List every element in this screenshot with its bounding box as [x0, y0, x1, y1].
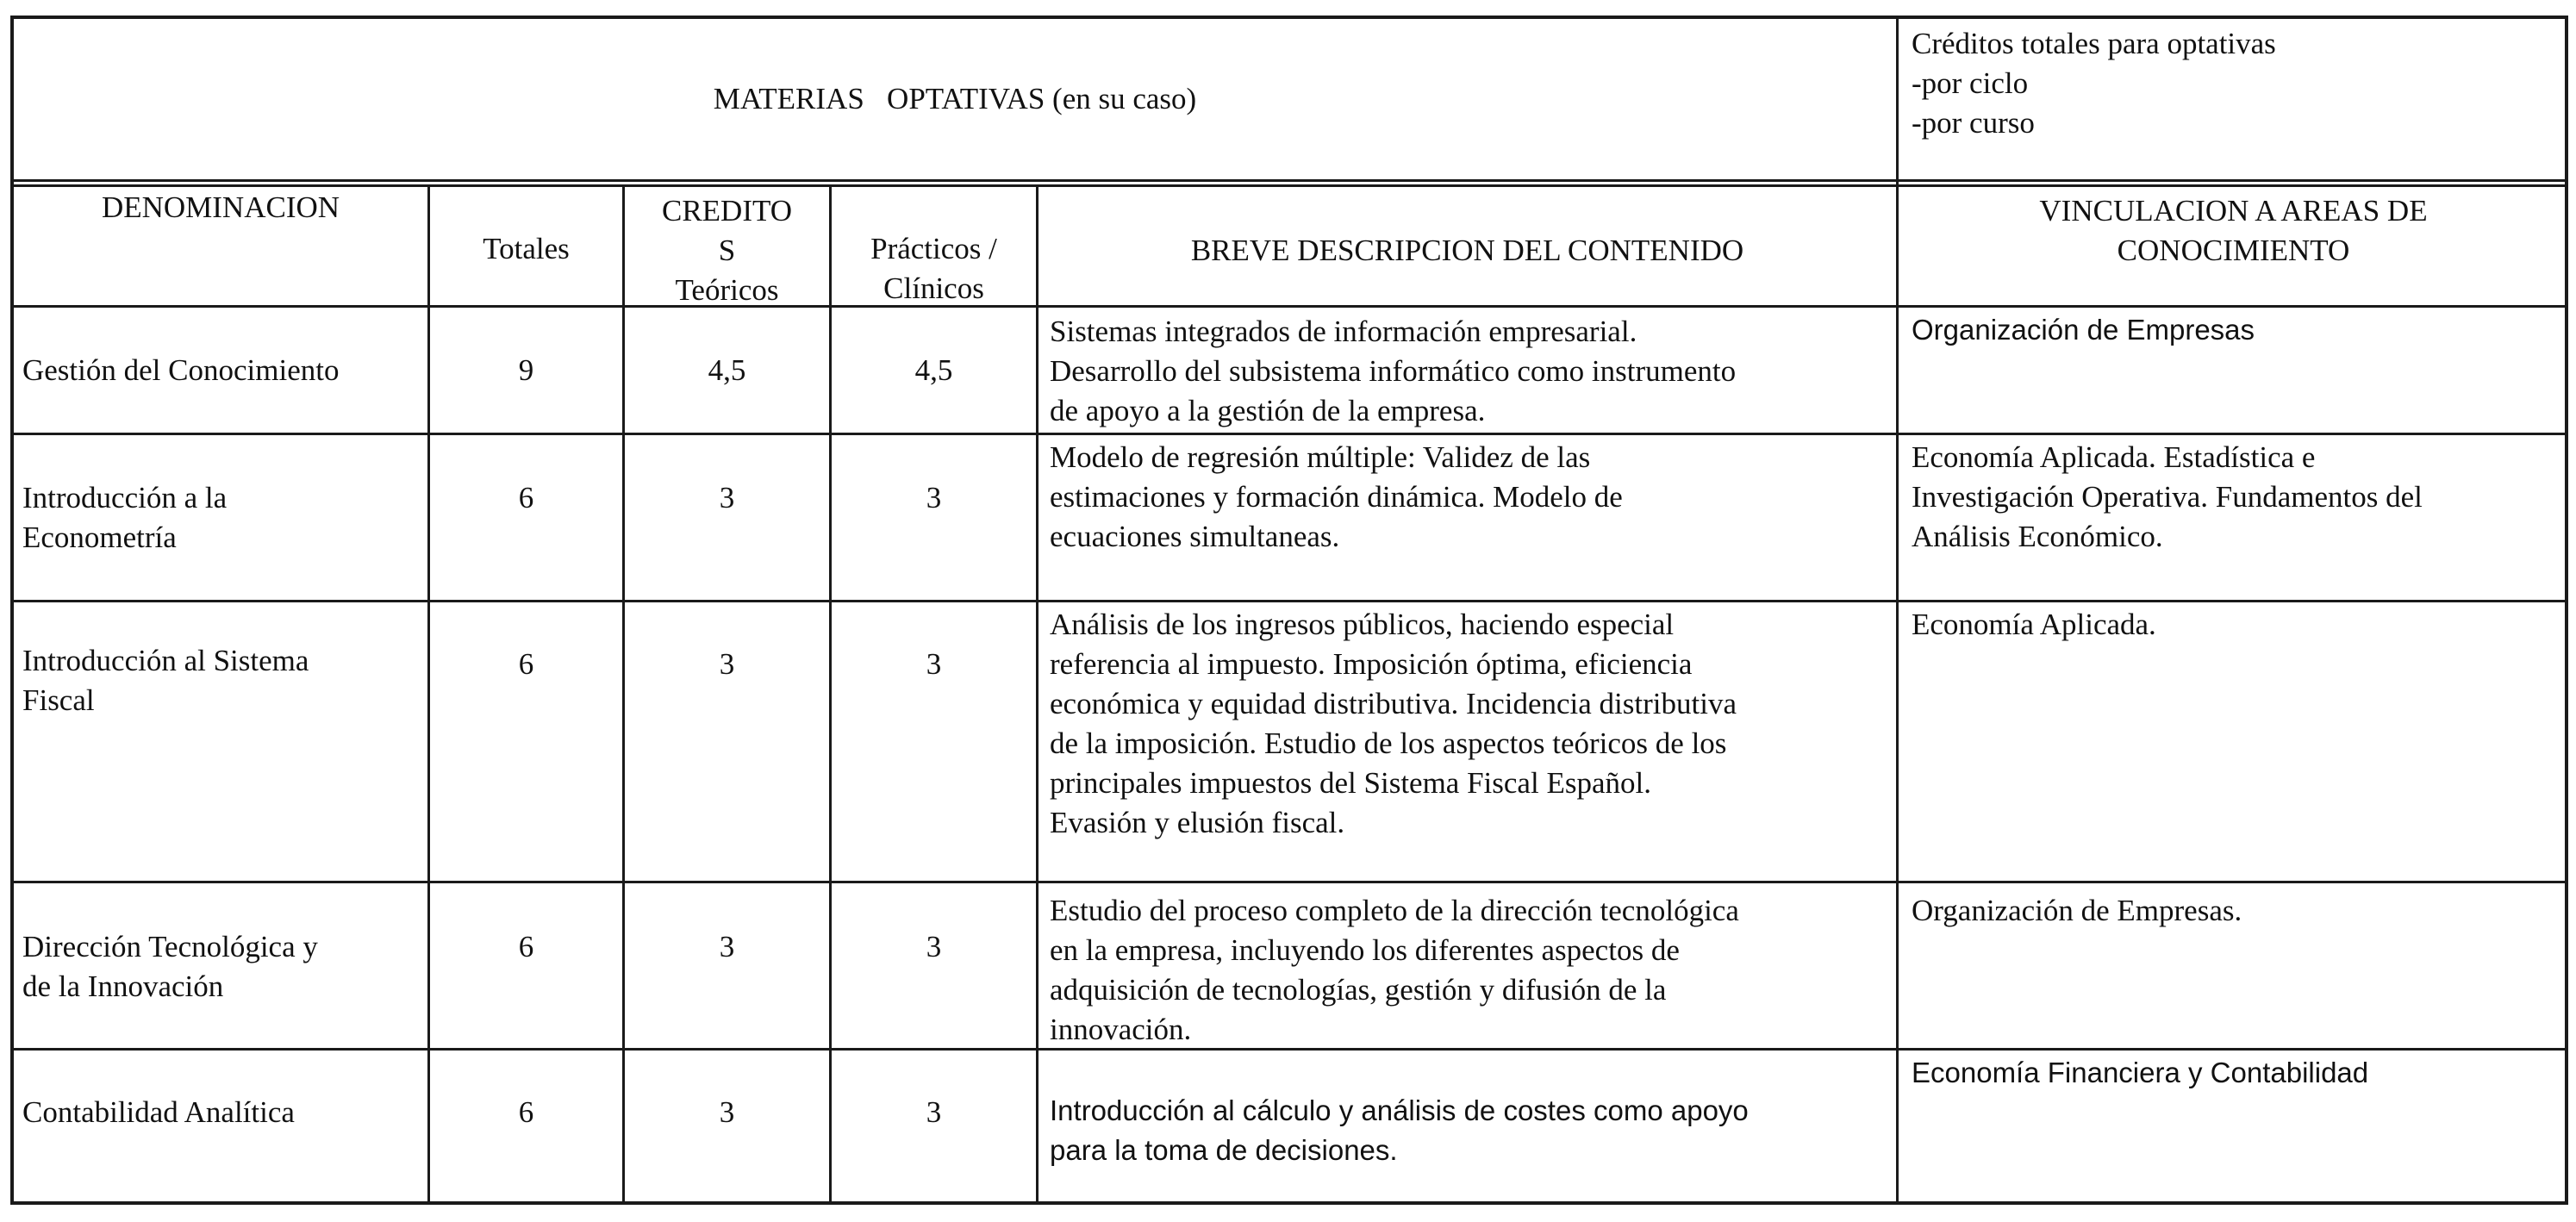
col-header-label: BREVE DESCRIPCION DEL CONTENIDO — [1190, 234, 1744, 267]
vinculacion-line: Análisis Económico. — [1912, 520, 2163, 553]
credits-box — [1912, 24, 2558, 143]
col-header-label: VINCULACION A AREAS DE — [2039, 194, 2428, 228]
credits-box-line: Créditos totales para optativas — [1912, 27, 2276, 60]
col-header-label: CONOCIMIENTO — [2117, 234, 2350, 267]
col-header-descripcion — [1039, 231, 1896, 271]
descripcion-line: Modelo de regresión múltiple: Validez de las — [1050, 440, 1591, 474]
row-value: 4,5 — [708, 352, 746, 387]
row-value: 6 — [518, 647, 534, 681]
descripcion-line: Estudio del proceso completo de la dirección tecnológica — [1050, 894, 1739, 927]
col-header-denominacion — [14, 188, 427, 228]
descripcion-line: ecuaciones simultaneas. — [1050, 520, 1340, 553]
row-practicos — [832, 435, 1036, 560]
descripcion-line: adquisición de tecnologías, gestión y difusión de la — [1050, 973, 1667, 1007]
row-value: 3 — [926, 1095, 942, 1129]
row-practicos — [832, 308, 1036, 433]
row-name: Gestión del Conocimiento — [22, 352, 340, 387]
header-divider — [10, 179, 2568, 182]
col-divider — [1036, 184, 1039, 1205]
row-vinculacion — [1912, 605, 2562, 645]
row-name: Dirección Tecnológica y — [22, 930, 318, 963]
row-name: Contabilidad Analítica — [22, 1095, 295, 1129]
vinculacion-line: Economía Aplicada. Estadística e — [1912, 440, 2316, 474]
row-teoricos — [625, 308, 829, 433]
col-header-totales — [430, 229, 622, 269]
row-value: 6 — [518, 1095, 534, 1129]
row-descripcion — [1050, 891, 1890, 1050]
descripcion-line: económica y equidad distributiva. Incidencia distributiva — [1050, 687, 1737, 720]
credits-box-line: -por ciclo — [1912, 66, 2029, 100]
col-header-label: Totales — [483, 232, 570, 265]
row-totales — [430, 435, 622, 560]
vinculacion-line: Economía Financiera y Contabilidad — [1912, 1057, 2369, 1088]
row-vinculacion — [1912, 310, 2562, 350]
col-header-practicos — [832, 229, 1036, 309]
row-value: 3 — [719, 480, 735, 514]
row-descripcion — [1050, 438, 1890, 557]
row-descripcion — [1050, 605, 1890, 843]
descripcion-line: de apoyo a la gestión de la empresa. — [1050, 394, 1486, 427]
row-divider — [10, 881, 2568, 883]
vinculacion-line: Organización de Empresas — [1912, 314, 2255, 346]
row-value: 3 — [926, 930, 942, 963]
row-value: 3 — [719, 647, 735, 681]
table-row-name — [22, 435, 427, 600]
row-name: Econometría — [22, 520, 177, 554]
table-row-name — [22, 927, 427, 1007]
col-header-vinculacion — [1899, 191, 2568, 271]
col-header-label: Prácticos / — [870, 232, 997, 265]
row-name: Fiscal — [22, 683, 95, 717]
vinculacion-line: Organización de Empresas. — [1912, 894, 2242, 927]
table-row-name — [22, 1093, 427, 1132]
descripcion-line: en la empresa, incluyendo los diferentes aspectos de — [1050, 933, 1680, 967]
row-teoricos — [625, 1093, 829, 1132]
col-header-label: S — [718, 234, 736, 267]
table-title-cell — [14, 19, 1896, 179]
descripcion-line: Introducción al cálculo y análisis de costes como apoyo — [1050, 1094, 1749, 1126]
row-value: 3 — [926, 480, 942, 514]
descripcion-line: para la toma de decisiones. — [1050, 1134, 1398, 1166]
row-practicos — [832, 645, 1036, 684]
row-value: 6 — [518, 480, 534, 514]
header-divider-double — [10, 184, 2568, 187]
row-value: 9 — [518, 352, 534, 387]
vinculacion-line: Investigación Operativa. Fundamentos del — [1912, 480, 2423, 514]
credits-box-line: -por curso — [1912, 106, 2035, 140]
descripcion-line: principales impuestos del Sistema Fiscal Español. — [1050, 766, 1651, 800]
row-practicos — [832, 1093, 1036, 1132]
row-totales — [430, 645, 622, 684]
col-header-label: CREDITO — [661, 194, 793, 228]
descripcion-line: Evasión y elusión fiscal. — [1050, 806, 1345, 839]
row-practicos — [832, 927, 1036, 967]
col-header-label: DENOMINACION — [101, 190, 340, 224]
row-teoricos — [625, 435, 829, 560]
row-name: Introducción al Sistema — [22, 644, 309, 677]
descripcion-line: innovación. — [1050, 1013, 1192, 1046]
row-totales — [430, 1093, 622, 1132]
col-header-creditos — [625, 191, 829, 310]
row-value: 3 — [926, 647, 942, 681]
row-value: 4,5 — [914, 352, 953, 387]
row-value: 3 — [719, 1095, 735, 1129]
row-vinculacion — [1912, 1053, 2562, 1093]
table-row-name — [22, 308, 427, 433]
row-descripcion — [1050, 1091, 1890, 1170]
descripcion-line: Sistemas integrados de información empresarial. — [1050, 315, 1637, 348]
descripcion-line: Desarrollo del subsistema informático como instrumento — [1050, 354, 1737, 388]
row-totales — [430, 927, 622, 967]
col-header-label: Teóricos — [675, 273, 779, 307]
descripcion-line: referencia al impuesto. Imposición óptima, eficiencia — [1050, 647, 1693, 681]
row-teoricos — [625, 927, 829, 967]
table-title: MATERIAS OPTATIVAS (en su caso) — [713, 82, 1197, 115]
row-name: Introducción a la — [22, 480, 228, 514]
row-divider — [10, 600, 2568, 602]
row-vinculacion — [1912, 438, 2562, 557]
vinculacion-line: Economía Aplicada. — [1912, 608, 2156, 641]
descripcion-line: Análisis de los ingresos públicos, haciendo especial — [1050, 608, 1675, 641]
row-teoricos — [625, 645, 829, 684]
row-value: 6 — [518, 930, 534, 963]
descripcion-line: estimaciones y formación dinámica. Modelo de — [1050, 480, 1623, 514]
descripcion-line: de la imposición. Estudio de los aspectos teóricos de los — [1050, 726, 1727, 760]
row-vinculacion — [1912, 891, 2562, 931]
row-name: de la Innovación — [22, 969, 224, 1003]
row-value: 3 — [719, 930, 735, 963]
row-descripcion — [1050, 312, 1890, 431]
row-totales — [430, 308, 622, 433]
col-header-label: Clínicos — [883, 271, 984, 305]
table-row-name — [22, 641, 427, 720]
